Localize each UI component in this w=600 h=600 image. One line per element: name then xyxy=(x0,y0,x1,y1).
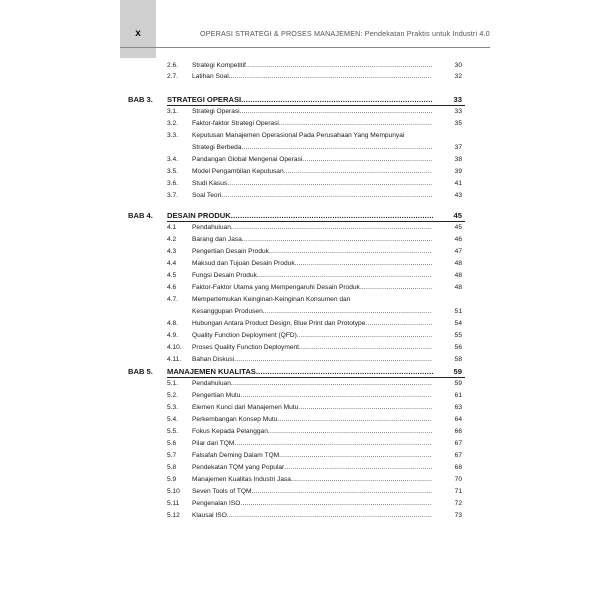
entry-title: Model Pengambilan Keputusan ..... xyxy=(192,166,432,178)
entry-number: 2.7. xyxy=(167,73,178,80)
toc-entry-continued xyxy=(0,306,600,318)
toc-entry xyxy=(0,414,600,426)
entry-number: 3.7. xyxy=(167,192,178,199)
entry-number: 3.1. xyxy=(167,108,178,115)
entry-page: 33 xyxy=(454,108,462,115)
entry-title: Pilar dari TQM ..... xyxy=(192,438,432,450)
entry-number: 3.5. xyxy=(167,168,178,175)
entry-page: 45 xyxy=(454,224,462,231)
entry-page: 68 xyxy=(454,464,462,471)
toc-entry xyxy=(0,510,600,522)
entry-page: 55 xyxy=(454,332,462,339)
entry-number: 5.7 xyxy=(167,452,177,459)
entry-title: Barang dan Jasa ..... xyxy=(192,234,432,246)
entry-page: 58 xyxy=(454,356,462,363)
toc-entry xyxy=(0,222,600,234)
toc-entry xyxy=(0,282,600,294)
chapter-page: 33 xyxy=(453,95,462,104)
entry-page: 41 xyxy=(454,180,462,187)
entry-page: 30 xyxy=(454,62,462,69)
chapter-label: BAB 3. xyxy=(128,95,153,104)
entry-number: 4.11. xyxy=(167,356,182,363)
entry-number: 5.9 xyxy=(167,476,177,483)
toc-entry xyxy=(0,330,600,342)
page-number: x xyxy=(135,28,141,39)
entry-title: Hubungan Antara Product Design, Blue Print dan Prototype ..... xyxy=(192,318,432,330)
toc-entry xyxy=(0,178,600,190)
chapter-label: BAB 4. xyxy=(128,211,153,220)
entry-title: Pandangan Global Mengenai Operasi ..... xyxy=(192,154,432,166)
entry-page: 43 xyxy=(454,192,462,199)
chapter-title: STRATEGI OPERASI ..... xyxy=(167,94,433,106)
entry-page: 51 xyxy=(454,308,462,315)
entry-title-continued: Strategi Berbeda ..... xyxy=(192,142,432,154)
entry-number: 5.11 xyxy=(167,500,180,507)
entry-title: Mempertemukan Keinginan-Keinginan Konsumen dan xyxy=(192,296,351,303)
entry-number: 3.4. xyxy=(167,156,178,163)
entry-number: 4.8. xyxy=(167,320,178,327)
entry-page: 66 xyxy=(454,428,462,435)
toc-entry xyxy=(0,106,600,118)
entry-number: 5.5. xyxy=(167,428,178,435)
entry-title: Pendekatan TQM yang Popular ..... xyxy=(192,462,432,474)
toc-entry xyxy=(0,426,600,438)
toc-entry-continued xyxy=(0,142,600,154)
entry-number: 3.3. xyxy=(167,132,178,139)
entry-title: Fungsi Desain Produk ..... xyxy=(192,270,432,282)
toc-entry xyxy=(0,450,600,462)
chapter-title: MANAJEMEN KUALITAS ..... xyxy=(167,366,433,378)
toc-entry xyxy=(0,390,600,402)
toc-entry xyxy=(0,378,600,390)
entry-page: 35 xyxy=(454,120,462,127)
entry-page: 48 xyxy=(454,272,462,279)
toc-entry xyxy=(0,318,600,330)
entry-page: 48 xyxy=(454,284,462,291)
entry-number: 4.6 xyxy=(167,284,177,291)
entry-title: Pengenalan ISO ..... xyxy=(192,498,432,510)
entry-title: Fokus Kepada Pelanggan ..... xyxy=(192,426,432,438)
entry-title: Pengertian Mutu ..... xyxy=(192,390,432,402)
entry-title: Seven Tools of TQM ..... xyxy=(192,486,432,498)
toc-entry xyxy=(0,438,600,450)
entry-title: Elemen Kunci dari Manajemen Mutu ..... xyxy=(192,402,432,414)
entry-title: Faktor-Faktor Utama yang Mempengaruhi Desain Produk ..... xyxy=(192,282,432,294)
entry-title: Soal Teori ..... xyxy=(192,190,432,202)
toc-entry xyxy=(0,118,600,130)
entry-title: Pendahuluan ..... xyxy=(192,378,432,390)
entry-page: 72 xyxy=(454,500,462,507)
entry-number: 5.10 xyxy=(167,488,180,495)
entry-page: 32 xyxy=(454,73,462,80)
entry-page: 56 xyxy=(454,344,462,351)
entry-page: 59 xyxy=(454,380,462,387)
entry-number: 4.2 xyxy=(167,236,177,243)
entry-title: Faktor-faktor Strategi Operasi ..... xyxy=(192,118,432,130)
entry-page: 61 xyxy=(454,392,462,399)
toc-entry xyxy=(0,342,600,354)
entry-number: 5.3. xyxy=(167,404,178,411)
chapter-page: 59 xyxy=(453,367,462,376)
entry-title: Klausal ISO ..... xyxy=(192,510,432,522)
entry-title: Strategi Kompetitif ..... xyxy=(192,60,432,72)
entry-title-continued: Kesanggupan Produsen ..... xyxy=(192,306,432,318)
entry-number: 5.4. xyxy=(167,416,178,423)
toc-entry xyxy=(0,166,600,178)
entry-title: Strategi Operasi ..... xyxy=(192,106,432,118)
entry-page: 47 xyxy=(454,248,462,255)
entry-number: 5.2. xyxy=(167,392,178,399)
toc-entry xyxy=(0,258,600,270)
entry-page: 73 xyxy=(454,512,462,519)
chapter-label: BAB 5. xyxy=(128,367,153,376)
entry-number: 4.4 xyxy=(167,260,177,267)
entry-number: 4.3 xyxy=(167,248,177,255)
entry-page: 63 xyxy=(454,404,462,411)
entry-number: 4.9. xyxy=(167,332,178,339)
entry-number: 4.1 xyxy=(167,224,177,231)
entry-title: Studi Kasus ..... xyxy=(192,178,432,190)
running-header-title: OPERASI STRATEGI & PROSES MANAJEMEN: Pendekatan Praktis untuk Industri 4.0 xyxy=(200,29,490,38)
toc-entry xyxy=(0,190,600,202)
entry-title: Pendahuluan ..... xyxy=(192,222,432,234)
entry-number: 5.12 xyxy=(167,512,180,519)
entry-number: 4.5 xyxy=(167,272,177,279)
entry-number: 4.10. xyxy=(167,344,182,351)
entry-page: 70 xyxy=(454,476,462,483)
toc-entry xyxy=(0,130,600,142)
entry-title: Keputusan Manajemen Operasional Pada Perusahaan Yang Mempunyai xyxy=(192,132,405,139)
entry-number: 5.8 xyxy=(167,464,177,471)
toc-entry xyxy=(0,234,600,246)
chapter-page: 45 xyxy=(453,211,462,220)
entry-page: 67 xyxy=(454,452,462,459)
toc-entry xyxy=(0,154,600,166)
entry-title: Falsafah Deming Dalam TQM ..... xyxy=(192,450,432,462)
entry-title: Pengertian Desain Produk ..... xyxy=(192,246,432,258)
toc-entry xyxy=(0,71,600,83)
entry-title: Manajemen Kualitas Industri Jasa ..... xyxy=(192,474,432,486)
toc-entry xyxy=(0,294,600,306)
chapter-title: DESAIN PRODUK ..... xyxy=(167,210,433,222)
entry-title: Quality Function Deployment (QFD) ..... xyxy=(192,330,432,342)
entry-page: 39 xyxy=(454,168,462,175)
entry-page: 71 xyxy=(454,488,462,495)
entry-title: Proses Quality Function Deployment ..... xyxy=(192,342,432,354)
entry-title: Bahan Diskusi ..... xyxy=(192,354,432,366)
entry-title: Perkembangan Konsep Mutu ..... xyxy=(192,414,432,426)
entry-number: 3.6. xyxy=(167,180,178,187)
toc-entry xyxy=(0,354,600,366)
toc-entry xyxy=(0,402,600,414)
toc-entry xyxy=(0,498,600,510)
entry-title: Latihan Soal ..... xyxy=(192,71,432,83)
toc-entry xyxy=(0,462,600,474)
entry-number: 5.6 xyxy=(167,440,177,447)
toc-entry xyxy=(0,270,600,282)
toc-entry xyxy=(0,246,600,258)
toc-entry xyxy=(0,474,600,486)
entry-page: 48 xyxy=(454,260,462,267)
entry-page: 54 xyxy=(454,320,462,327)
entry-page: 38 xyxy=(454,156,462,163)
entry-page: 37 xyxy=(454,144,462,151)
entry-page: 67 xyxy=(454,440,462,447)
toc-entry xyxy=(0,486,600,498)
entry-number: 4.7. xyxy=(167,296,178,303)
entry-number: 5.1. xyxy=(167,380,178,387)
entry-title: Maksud dan Tujuan Desain Produk ..... xyxy=(192,258,432,270)
entry-number: 2.6. xyxy=(167,62,178,69)
entry-page: 64 xyxy=(454,416,462,423)
entry-number: 3.2. xyxy=(167,120,178,127)
entry-page: 46 xyxy=(454,236,462,243)
